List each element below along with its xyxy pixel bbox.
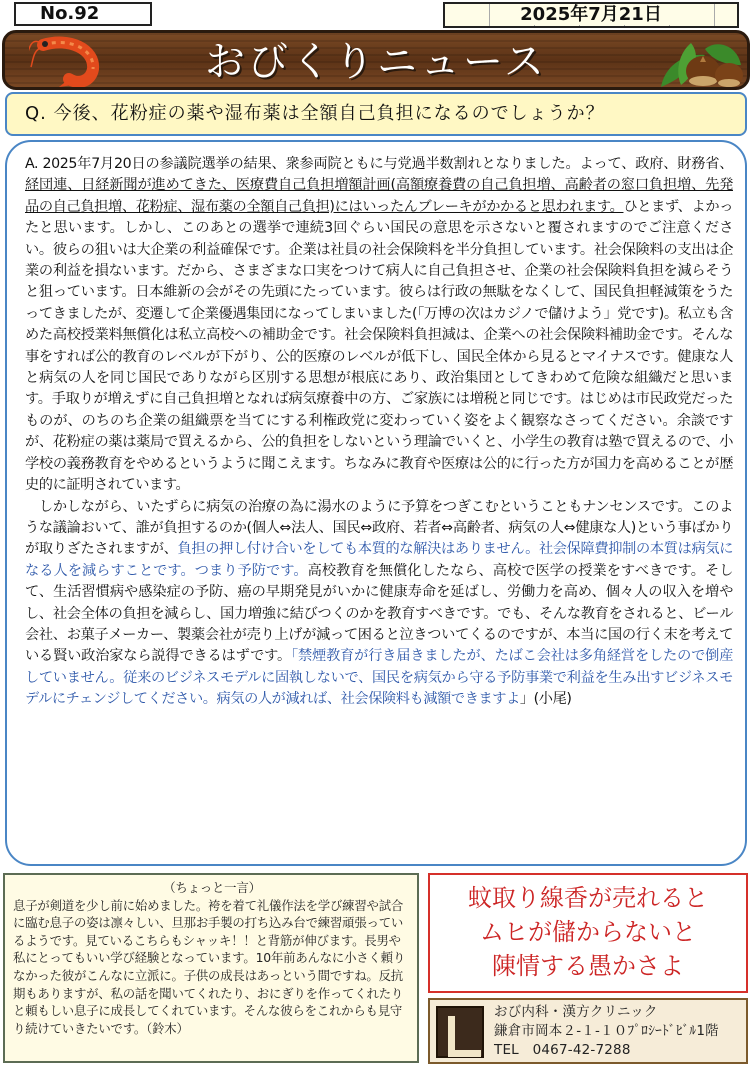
clinic-logo — [436, 1006, 484, 1058]
answer-box — [5, 140, 747, 866]
question-box: Q. 今後、花粉症の薬や湿布薬は全額自己負担になるのでしょうか？ — [5, 92, 747, 136]
issue-date: 2025年7月21日 — [512, 4, 670, 25]
clinic-name: おび内科・漢方クリニック — [494, 1004, 658, 1020]
answer-signature: 」(小尾) — [519, 691, 572, 708]
clinic-address: 鎌倉市岡本２-１-１０ﾌﾟﾛｼｰﾄﾞﾋﾞﾙ1階 — [494, 1023, 719, 1039]
clinic-info — [428, 998, 748, 1064]
clinic-text — [494, 1003, 742, 1060]
issue-number: No.92 — [14, 2, 152, 26]
slogan-line-3: 陳情する愚かさよ — [492, 952, 684, 980]
short-word-title: （ちょっと一言） — [163, 880, 261, 895]
newsletter-title: おびくりニュース — [205, 39, 547, 85]
answer-rest: ひとまず、よかったと思います。しかし、このあとの選挙で連続3回ぐらい国民の意思を示さないと覆されますのでご注意ください。彼らの狙いは大企業の利益確保です。企業は社員の社会保険料を半分負担しています。社会保険料の支出は企業の利益を損ないます。だから、さまざまな口実をつけて病人に自己負担させ、企業の社会保険料負担を減らそうと狙っています。日本維新の会がその先頭にたっています。彼らは行政の無駄をなくして、国民負担軽減策をうたってきましたが、変遷して企業優遇集団になってしまいました(「万博の次はカジノで儲けよう」党です)。私立も含めた高校授業料無償化は私立高校への補助金です。社会保険料負担減は、企業への社会保険料補助金です。そんな事をすれば公的教育のレベルが下がり、公的医療のレベルが低下し、国民全体から見るとマイナスです。健康な人と病気の人を同じ国民でありながら区別する思想が根底にあり、政治集団としてきわめて危険な組織だと思います。手取りが増えずに自己負担増となれば病気療養中の方、ご家族には増税と同じです。はじめは市民政党だったものが、のちのち企業の組織票を当てにする利権政党に変わっていく姿をよく観察なさってください。余談ですが、花粉症の薬は薬局で買えるから、公的負担をしないという理論でいくと、小学生の教育は塾で買えるので、小学校の義務教育をやめるというように聞こえます。ちなみに教育や医療は公的に行った方が国力を高めることが歴史的に証明されています。 — [25, 198, 733, 494]
answer-p2-rest: 高校教育を無償化したなら、高校で医学の授業をすべきです。そして、生活習慣病や感染症の予防、癌の早期発見がいかに健康寿命を延ばし、労働力を高め、個々人の収入を増やし、社会全体の負担を減らし、国力増強に結びつくのかを教育すべきです。でも、そんな教育をされると、ビール会社、お菓子メーカー、製薬会社が売り上げが減って困ると泣きついてくるのですが、本当に国の行く末を考えている賢い政治家なら説得できるはずです。 — [25, 562, 733, 665]
answer-paragraph-1 — [25, 154, 733, 497]
answer-p2-intro: しかしながら、いたずらに病気の治療の為に湯水のように予算をつぎこむということもナンセンスです。このような議論おいて、誰が負担するのか(個人⇔法人、国民⇔政府、若者⇔高齢者、病気の人⇔健康な人)という事ばかりが取りざたされますが、 — [25, 498, 733, 558]
short-word-box — [3, 873, 419, 1063]
answer-intro: A. 2025年7月20日の参議院選挙の結果、衆参両院ともに与党過半数割れとなりました。よって、政府、財務省、 — [25, 156, 733, 172]
slogan-line-1: 蚊取り線香が売れると — [468, 884, 708, 912]
answer-p2-quote: 「禁煙教育が行き届きましたが、たばこ会社は多角経営をしたので倒産していません。従来のビジネスモデルに固執しないで、国民を病気から守る予防事業で利益を生み出すビジネスモデルにチェンジしてください。病気の人が減れば、社会保険料も減額できますよ — [25, 648, 733, 708]
title-banner — [2, 30, 750, 90]
chestnut-icon — [655, 35, 747, 89]
answer-paragraph-2 — [25, 497, 733, 711]
answer-underlined: 経団連、日経新聞が進めてきた、医療費自己負担増額計画(高額療養費の自己負担増、高齢者の窓口負担増、先発品の自己負担増、花粉症、湿布薬の全額自己負担)にはいったんブレーキがかかると思われます。 — [25, 177, 733, 215]
clinic-tel: TEL 0467-42-7288 — [494, 1042, 631, 1058]
short-word-body: 息子が剣道を少し前に始めました。袴を着て礼儀作法を学び練習や試合に臨む息子の姿は凛々しい、旦那お手製の打ち込み台で練習頑張っているようです。見ているこちらもシャッキ！！と背筋が伸びます。長男や私にとってもいい学び経験となっています。10年前あんなに小さく頼りなかった彼がこんなに立派に。子供の成長はあっという間ですね。反抗期もありますが、私の話を聞いてくれたり、おにぎりを作ってくれたりと頼もしい息子に成長してくれています。そんな彼らをこれからも見守り続けていきたいです。（鈴木） — [13, 897, 406, 1036]
answer-p2-highlight: 負担の押し付け合いをしても本質的な解決はありません。社会保障費抑制の本質は病気になる人を減らすことです。つまり予防です。 — [25, 541, 733, 579]
slogan-line-2: ムヒが儲からないと — [480, 918, 696, 946]
slogan-box — [428, 873, 748, 993]
issue-date-box — [443, 2, 739, 28]
